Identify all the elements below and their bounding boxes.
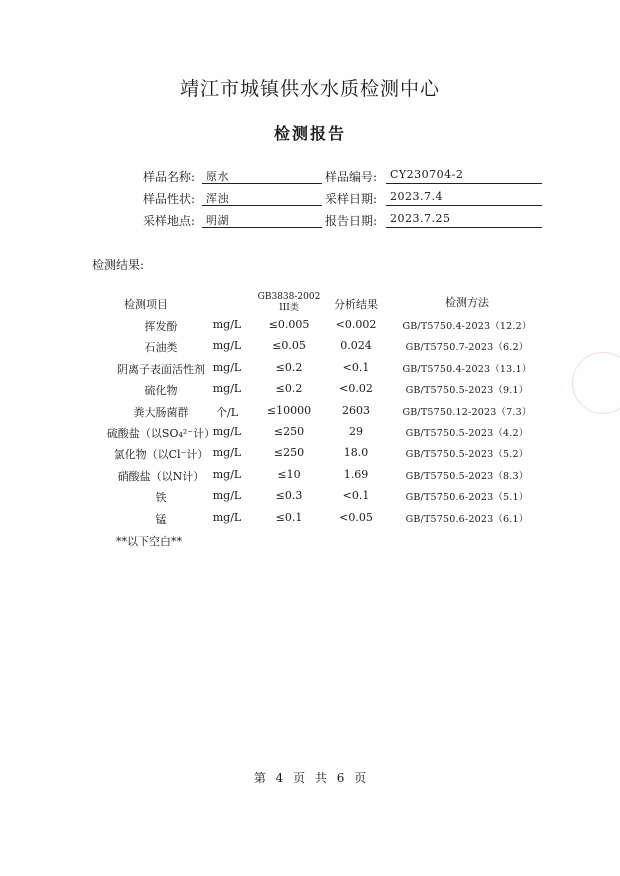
- table-row: [0, 318, 620, 338]
- row-unit: mg/L: [212, 361, 242, 374]
- row-item: 粪大肠菌群: [133, 406, 189, 419]
- row-limit: ≤10000: [266, 404, 312, 417]
- row-limit: ≤0.05: [272, 339, 306, 352]
- row-unit: mg/L: [212, 511, 242, 524]
- page-footer: 第 4 页 共 6 页: [253, 771, 367, 785]
- table-row: [0, 339, 620, 359]
- row-item: 硫化物: [144, 384, 178, 397]
- row-item: 硝酸盐（以N计）: [117, 470, 205, 483]
- row-result: 29: [349, 425, 363, 438]
- sampling-location-label: 采样地点:: [143, 214, 196, 228]
- sample-name-label: 样品名称:: [143, 170, 196, 184]
- row-method: GB/T5750.5-2023（9.1）: [405, 385, 529, 396]
- row-method: GB/T5750.6-2023（6.1）: [405, 514, 529, 525]
- row-result: 18.0: [343, 446, 369, 459]
- row-unit: mg/L: [212, 446, 242, 459]
- sample-state-value: 浑浊: [202, 190, 322, 206]
- row-item: 铁: [155, 491, 167, 504]
- report-date-value: 2023.7.25: [386, 212, 542, 228]
- row-unit: mg/L: [212, 425, 242, 438]
- table-row: [0, 425, 620, 445]
- sampling-location-value: 明湖: [202, 212, 322, 228]
- column-header-result: 分析结果: [334, 298, 378, 311]
- row-method: GB/T5750.5-2023（8.3）: [405, 471, 529, 482]
- sample-name-value: 原水: [202, 168, 322, 184]
- row-limit: ≤0.2: [275, 361, 303, 374]
- row-result: <0.02: [339, 382, 373, 395]
- row-limit: ≤0.005: [268, 318, 310, 331]
- sample-state-label: 样品性状:: [143, 192, 196, 206]
- row-item: 挥发酚: [144, 320, 178, 333]
- column-header-method: 检测方法: [445, 296, 489, 309]
- row-method: GB/T5750.12-2023（7.3）: [402, 407, 532, 418]
- row-unit: mg/L: [212, 318, 242, 331]
- row-method: GB/T5750.6-2023（5.1）: [405, 492, 529, 503]
- row-limit: ≤0.2: [275, 382, 303, 395]
- sample-id-label: 样品编号:: [325, 170, 378, 184]
- row-result: 0.024: [340, 339, 372, 352]
- row-item: 阴离子表面活性剂: [117, 363, 205, 376]
- row-limit: ≤0.3: [275, 489, 303, 502]
- row-method: GB/T5750.7-2023（6.2）: [405, 342, 529, 353]
- report-date-label: 报告日期:: [325, 214, 378, 228]
- row-limit: ≤250: [273, 425, 305, 438]
- row-item: 氯化物（以Cl⁻计）: [113, 448, 209, 461]
- row-unit: mg/L: [212, 339, 242, 352]
- sample-info-row-1: [0, 168, 620, 186]
- row-method: GB/T5750.4-2023（12.2）: [402, 321, 532, 332]
- row-item: 锰: [155, 513, 167, 526]
- row-result: <0.05: [339, 511, 373, 524]
- row-item: 石油类: [144, 341, 178, 354]
- sample-info-row-3: [0, 212, 620, 230]
- table-row: [0, 382, 620, 402]
- column-header-standard: [254, 292, 324, 314]
- results-label: 检测结果:: [92, 258, 145, 272]
- sampling-date-value: 2023.7.4: [386, 190, 542, 206]
- row-unit: mg/L: [212, 489, 242, 502]
- standard-line-2: III类: [279, 303, 299, 313]
- standard-line-1: GB3838-2002: [257, 292, 321, 302]
- row-result: 1.69: [343, 468, 369, 481]
- row-result: 2603: [342, 404, 370, 417]
- table-row: [0, 404, 620, 424]
- row-limit: ≤250: [273, 446, 305, 459]
- row-method: GB/T5750.5-2023（5.2）: [405, 449, 529, 460]
- row-unit: mg/L: [212, 382, 242, 395]
- report-title: 检测报告: [273, 124, 346, 143]
- table-row: [0, 468, 620, 488]
- table-row: [0, 489, 620, 509]
- row-method: GB/T5750.4-2023（13.1）: [402, 364, 532, 375]
- row-unit: mg/L: [212, 468, 242, 481]
- sample-id-value: CY230704-2: [386, 168, 542, 184]
- row-limit: ≤10: [277, 468, 301, 481]
- table-row: [0, 446, 620, 466]
- sample-info-row-2: [0, 190, 620, 208]
- table-row: [0, 511, 620, 531]
- row-unit: 个/L: [215, 406, 238, 419]
- row-result: <0.002: [335, 318, 377, 331]
- row-result: <0.1: [342, 489, 370, 502]
- row-result: <0.1: [342, 361, 370, 374]
- sampling-date-label: 采样日期:: [325, 192, 378, 206]
- organization-title: 靖江市城镇供水水质检测中心: [179, 78, 440, 100]
- row-item: 硫酸盐（以SO₄²⁻计）: [106, 427, 216, 440]
- row-method: GB/T5750.5-2023（4.2）: [405, 428, 529, 439]
- table-row: [0, 361, 620, 381]
- column-header-item: 检测项目: [124, 298, 168, 311]
- end-note: **以下空白**: [116, 535, 182, 548]
- row-limit: ≤0.1: [275, 511, 303, 524]
